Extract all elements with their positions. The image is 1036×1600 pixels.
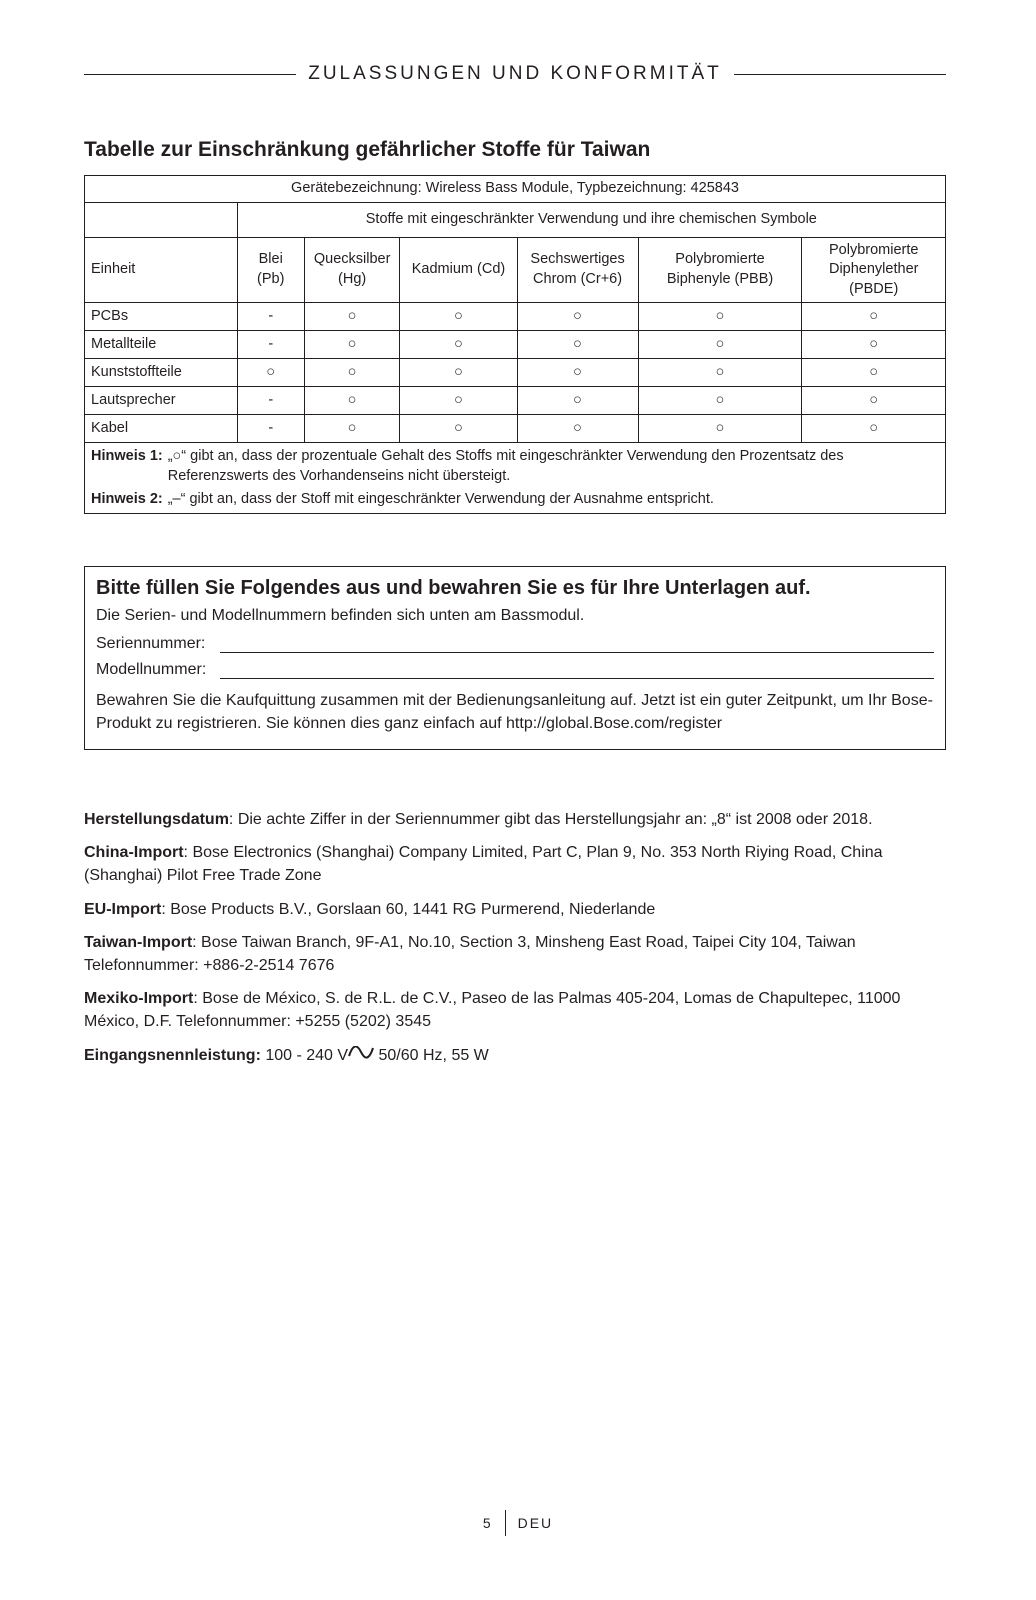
language-code: DEU [517,1515,554,1531]
table-cell: ○ [802,331,946,359]
column-header: Kadmium (Cd) [400,238,517,303]
table-cell: - [237,387,304,415]
row-label: PCBs [85,303,238,331]
page-footer [0,1510,1036,1536]
column-header-row [85,238,946,303]
record-box [84,566,946,750]
table-cell: - [237,303,304,331]
info-text: : Bose Products B.V., Gorslaan 60, 1441 RG Purmerend, Niederlande [161,900,656,918]
table-cell: ○ [517,415,638,443]
table-cell: ○ [517,303,638,331]
info-label: Herstellungsdatum [84,811,229,828]
column-header: Polybromierte Biphenyle (PBB) [638,238,802,303]
note-2-text: „–“ gibt an, dass der Stoff mit eingeschränkter Verwendung der Ausnahme entspricht. [167,491,714,508]
table-notes [85,443,946,514]
table-cell: ○ [304,331,400,359]
table-row [85,331,946,359]
info-paragraph [84,898,944,921]
table-cell: - [237,331,304,359]
substances-heading: Stoffe mit eingeschränkter Verwendung und ihre chemischen Symbole [237,203,945,238]
page-number: 5 [482,1515,493,1531]
table-cell: ○ [304,387,400,415]
serial-number-line[interactable] [220,636,934,653]
table-cell: ○ [400,303,517,331]
info-text: : Bose Electronics (Shanghai) Company Limited, Part C, Plan 9, No. 353 North Riying Road, China (Shanghai) Pilot Free Trade Zone [84,844,883,885]
info-text: : Bose Taiwan Branch, 9F-A1, No.10, Section 3, Minsheng East Road, Taipei City 104, Taiwan Telefonnummer: +886-2-2514 7676 [84,933,856,974]
unit-header: Einheit [85,238,238,303]
header-rule-left [84,74,296,75]
table-cell: ○ [400,415,517,443]
device-line: Gerätebezeichnung: Wireless Bass Module, Typbezeichnung: 425843 [85,176,946,203]
column-header: Blei (Pb) [237,238,304,303]
info-label: China-Import [84,844,184,862]
info-paragraph [84,841,944,887]
row-label: Kabel [85,415,238,443]
note-1-label: Hinweis 1: [91,448,163,464]
info-label: Mexiko-Import [84,990,194,1008]
info-text: : Die achte Ziffer in der Seriennummer gibt das Herstellungsjahr an: „8“ ist 2008 oder 2018. [228,811,873,828]
footer-divider [505,1510,506,1536]
table-cell: ○ [304,359,400,387]
column-header: Quecksilber (Hg) [304,238,400,303]
table-cell: ○ [802,359,946,387]
power-rating [84,1044,944,1067]
table-row [85,387,946,415]
power-rest: 50/60 Hz, 55 W [374,1046,489,1064]
info-label: EU-Import [84,900,162,918]
info-paragraph [84,808,944,831]
table-row [85,359,946,387]
section-title: Tabelle zur Einschränkung gefährlicher Stoffe für Taiwan [84,138,651,161]
table-cell: ○ [400,387,517,415]
row-label: Kunststoffteile [85,359,238,387]
device-row [85,176,946,203]
column-header: Sechswertiges Chrom (Cr+6) [517,238,638,303]
table-cell: ○ [638,331,802,359]
column-header: Polybromierte Diphenylether (PBDE) [802,238,946,303]
model-number-field[interactable] [96,661,934,679]
table-cell: ○ [517,331,638,359]
power-label: Eingangsnennleistung: [84,1046,261,1064]
table-cell: ○ [638,387,802,415]
rohs-table [84,175,946,514]
power-voltage: 100 - 240 V [260,1046,349,1064]
note-1 [91,447,939,486]
record-box-title: Bitte füllen Sie Folgendes aus und bewahren Sie es für Ihre Unterlagen auf. [96,577,811,599]
page-header [84,60,946,88]
model-number-line[interactable] [220,662,934,679]
header-rule-right [734,74,946,75]
note-2-label: Hinweis 2: [91,491,163,508]
table-row [85,303,946,331]
table-cell: ○ [802,303,946,331]
table-cell: ○ [400,331,517,359]
note-2 [91,490,939,510]
model-number-label: Modellnummer: [96,661,207,679]
table-cell: ○ [638,359,802,387]
info-label: Taiwan-Import [84,933,193,951]
header-title: ZULASSUNGEN UND KONFORMITÄT [308,63,722,84]
table-row [85,415,946,443]
notes-row [85,443,946,514]
row-label: Lautsprecher [85,387,238,415]
table-cell: ○ [400,359,517,387]
row-label: Metallteile [85,331,238,359]
table-cell: ○ [517,387,638,415]
serial-number-label: Seriennummer: [96,635,206,653]
ac-wave-icon [348,1044,374,1067]
table-cell: ○ [638,303,802,331]
note-1-text: „○“ gibt an, dass der prozentuale Gehalt des Stoffs mit eingeschränkter Verwendung den Prozentsatz des Referenzswerts des Vorhandenseins nicht übersteigt. [167,448,844,484]
serial-number-field[interactable] [96,635,934,653]
table-cell: ○ [304,415,400,443]
info-paragraph [84,931,944,977]
info-text: : Bose de México, S. de R.L. de C.V., Paseo de las Palmas 405-204, Lomas de Chapultepec, 11000 México, D.F. Telefonnummer: +5255 (5202) 3545 [84,990,901,1031]
info-paragraph [84,987,944,1033]
record-box-closing: Bewahren Sie die Kaufquittung zusammen mit der Bedienungsanleitung auf. Jetzt ist ein guter Zeitpunkt, um Ihr Bose-Produkt zu registrieren. Sie können dies ganz einfach auf http://global.Bose.com/register [96,692,933,733]
table-cell: ○ [517,359,638,387]
table-cell: ○ [802,387,946,415]
table-cell: ○ [802,415,946,443]
table-cell: - [237,415,304,443]
table-cell: ○ [638,415,802,443]
table-cell: ○ [237,359,304,387]
import-info [84,808,944,1077]
record-box-intro: Die Serien- und Modellnummern befinden sich unten am Bassmodul. [96,607,585,624]
table-cell: ○ [304,303,400,331]
substances-heading-row [85,203,946,238]
